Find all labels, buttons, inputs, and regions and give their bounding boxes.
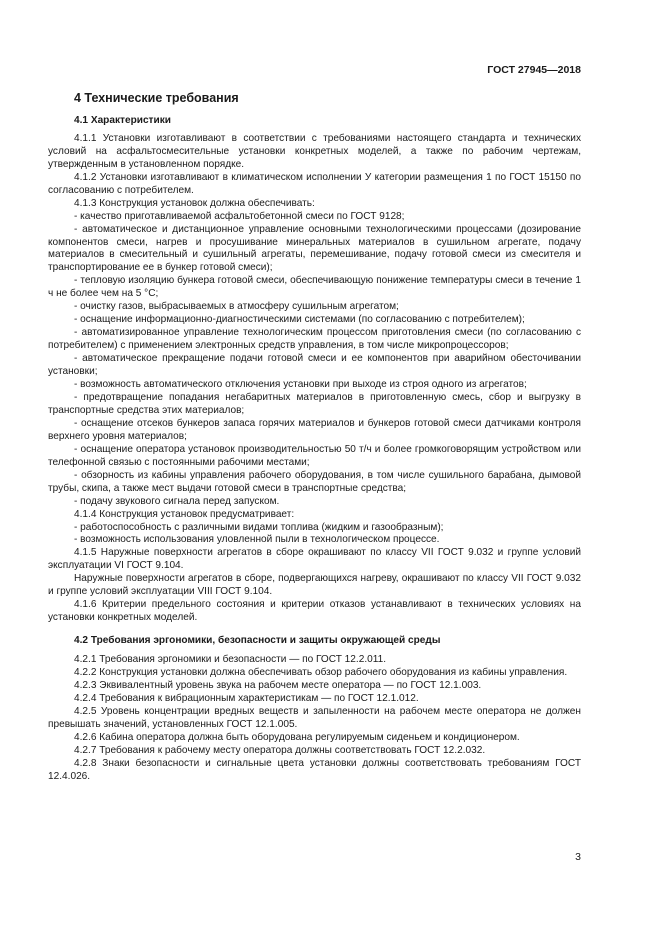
document-id: ГОСТ 27945—2018 (487, 64, 581, 76)
page-content (48, 92, 581, 784)
paragraph: Наружные поверхности агрегатов в сборе, подвергающихся нагреву, окрашивают по классу VII ГОСТ 9.032 и группе условий эксплуатации VIII ГОСТ 9.104. (48, 573, 581, 598)
paragraph: 4.1.1 Установки изготавливают в соответствии с требованиями настоящего стандарта и технических условий на асфальтосмесительные установки конкретных моделей, а также по рабочим чертежам, утвержденным в установленном порядке. (48, 132, 581, 170)
list-item: - возможность использования уловленной пыли в технологическом процессе. (74, 534, 440, 546)
paragraph: 4.2.4 Требования к вибрационным характеристикам — по ГОСТ 12.1.012. (74, 692, 419, 704)
paragraph: 4.1.4 Конструкция установок предусматривает: (74, 508, 295, 520)
list-item: - оснащение отсеков бункеров запаса горячих материалов и бункеров готовой смеси датчиками контроля верхнего уровня материалов; (48, 417, 581, 442)
paragraph: 4.2.8 Знаки безопасности и сигнальные цвета установки должны соответствовать требованиям ГОСТ 12.4.026. (48, 757, 581, 782)
paragraph: 4.2.3 Эквивалентный уровень звука на рабочем месте оператора — по ГОСТ 12.1.003. (74, 679, 482, 691)
section-title: 4 Технические требования (74, 91, 239, 105)
paragraph: 4.2.2 Конструкция установки должна обеспечивать обзор рабочего оборудования из кабины управления. (74, 667, 568, 679)
subsection-body-characteristics (48, 133, 581, 625)
subsection-title-ergonomics: 4.2 Требования эргономики, безопасности и защиты окружающей среды (74, 635, 441, 647)
list-item: - обзорность из кабины управления рабочего оборудования, в том числе сушильного барабана, дымовой трубы, скипа, а также мест выдачи готовой смеси в транспортные средства; (48, 469, 581, 494)
paragraph: 4.2.6 Кабина оператора должна быть оборудована регулируемым сиденьем и кондиционером. (74, 731, 520, 743)
list-item: - оснащение информационно-диагностическими системами (по согласованию с потребителем); (74, 314, 525, 326)
list-item: - автоматизированное управление технологическим процессом приготовления смеси (по согласованию с потребителем) с применением электронных средств управления, в том числе микропроцессоров; (48, 327, 581, 352)
paragraph: 4.2.7 Требования к рабочему месту оператора должны соответствовать ГОСТ 12.2.032. (74, 744, 486, 756)
page-number: 3 (575, 851, 581, 863)
paragraph: 4.1.5 Наружные поверхности агрегатов в сборе окрашивают по классу VII ГОСТ 9.032 и группе условий эксплуатации VI ГОСТ 9.104. (48, 547, 581, 572)
list-item: - тепловую изоляцию бункера готовой смеси, обеспечивающую понижение температуры смеси в течение 1 ч не более чем на 5 °С; (48, 275, 581, 300)
list-item: - подачу звукового сигнала перед запуском. (74, 495, 280, 507)
list-item: - возможность автоматического отключения установки при выходе из строя одного из агрегатов; (74, 379, 527, 391)
list-item: - оснащение оператора установок производительностью 50 т/ч и более громкоговорящим устройством или телефонной связью с постоянными рабочими местами; (48, 443, 581, 468)
paragraph: 4.1.3 Конструкция установок должна обеспечивать: (74, 197, 315, 209)
list-item: - очистку газов, выбрасываемых в атмосферу сушильным агрегатом; (74, 301, 399, 313)
list-item: - качество приготавливаемой асфальтобетонной смеси по ГОСТ 9128; (74, 210, 405, 222)
subsection-body-ergonomics (48, 654, 581, 784)
paragraph: 4.1.2 Установки изготавливают в климатическом исполнении У категории размещения 1 по ГОСТ 15150 по согласованию с потребителем. (48, 171, 581, 196)
paragraph: 4.2.5 Уровень концентрации вредных веществ и запыленности на рабочем месте оператора не должен превышать значений, установленных ГОСТ 12.1.005. (48, 705, 581, 730)
list-item: - предотвращение попадания негабаритных материалов в приготовленную смесь, сбор и выгрузку в транспортные средства этих материалов; (48, 391, 581, 416)
list-item: - автоматическое и дистанционное управление основными технологическими процессами (дозирование компонентов смеси, нагрев и просушивание минеральных материалов в сушильном агрегате, подачу материалов в смесительный и сушильный агрегаты, перемешивание, подачу готовой смеси из смесителя и транспортирование ее в бункер готовой смеси); (48, 223, 581, 274)
list-item: - автоматическое прекращение подачи готовой смеси и ее компонентов при аварийном обесточивании установки; (48, 353, 581, 378)
paragraph: 4.1.6 Критерии предельного состояния и критерии отказов устанавливают в технических условиях на установки конкретных моделей. (48, 599, 581, 624)
subsection-title-characteristics: 4.1 Характеристики (74, 114, 171, 126)
list-item: - работоспособность с различными видами топлива (жидким и газообразным); (74, 521, 444, 533)
paragraph: 4.2.1 Требования эргономики и безопасности — по ГОСТ 12.2.011. (74, 654, 387, 666)
